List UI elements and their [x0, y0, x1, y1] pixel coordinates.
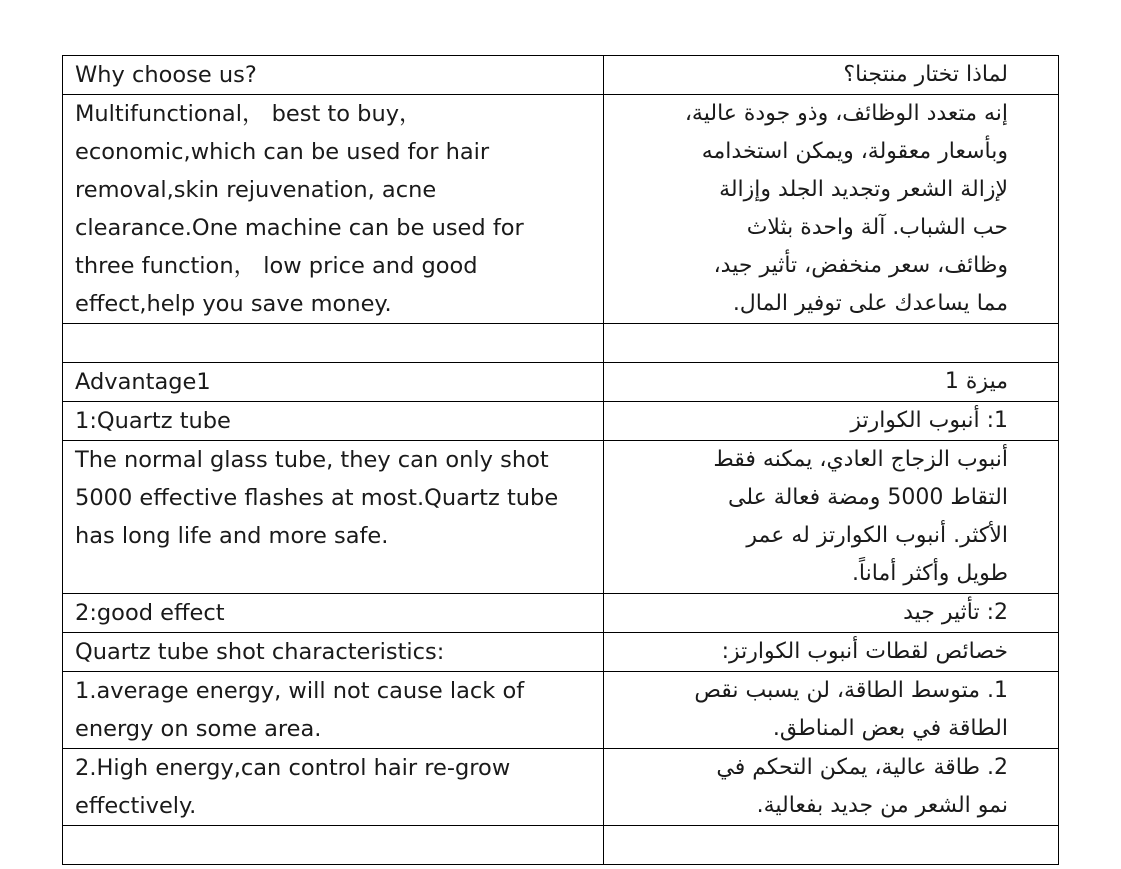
table-row: [63, 363, 1059, 402]
arabic-cell: [604, 56, 1059, 95]
text-line: removal,skin rejuvenation, acne: [75, 177, 437, 203]
text-line: ميزة 1: [944, 369, 1008, 394]
english-cell: [63, 402, 604, 441]
arabic-cell: [604, 363, 1059, 402]
text-line: لماذا تختار منتجنا؟: [843, 62, 1008, 87]
table-row: [63, 826, 1059, 865]
text-line: 2.High energy,can control hair re-grow: [75, 755, 511, 781]
arabic-cell: [604, 672, 1059, 749]
table-row: [63, 441, 1059, 594]
text-line: طويل وأكثر أماناً.: [851, 561, 1008, 586]
text-line: has long life and more safe.: [75, 523, 389, 549]
text-line: effect,help you save money.: [75, 291, 392, 317]
table-row: [63, 95, 1059, 324]
english-cell: [63, 363, 604, 402]
text-line: The normal glass tube, they can only shot: [75, 447, 549, 473]
english-cell: [63, 672, 604, 749]
english-cell: [63, 324, 604, 363]
table-row: [63, 672, 1059, 749]
english-cell: [63, 441, 604, 594]
arabic-cell: [604, 324, 1059, 363]
text-line: وظائف، سعر منخفض، تأثير جيد،: [713, 253, 1008, 278]
text-line: حب الشباب. آلة واحدة بثلاث: [746, 215, 1008, 240]
text-line: الأكثر. أنبوب الكوارتز له عمر: [746, 523, 1008, 548]
text-line: Advantage1: [75, 369, 211, 395]
text-line: energy on some area.: [75, 716, 322, 742]
arabic-cell: [604, 441, 1059, 594]
text-line: economic,which can be used for hair: [75, 139, 490, 165]
text-line: نمو الشعر من جديد بفعالية.: [756, 793, 1008, 818]
arabic-cell: [604, 826, 1059, 865]
english-cell: [63, 56, 604, 95]
text-line: الطاقة في بعض المناطق.: [772, 716, 1008, 741]
table-row: [63, 402, 1059, 441]
english-cell: [63, 749, 604, 826]
arabic-cell: [604, 594, 1059, 633]
text-line: أنبوب الزجاج العادي، يمكنه فقط: [713, 447, 1008, 472]
text-line: 5000 effective flashes at most.Quartz tube: [75, 485, 559, 511]
arabic-cell: [604, 95, 1059, 324]
table-row: [63, 633, 1059, 672]
english-cell: [63, 633, 604, 672]
text-line: 1.average energy, will not cause lack of: [75, 678, 525, 704]
text-line: effectively.: [75, 793, 197, 819]
table-row: [63, 56, 1059, 95]
text-line: وبأسعار معقولة، ويمكن استخدامه: [701, 139, 1008, 164]
comparison-table: [62, 55, 1059, 865]
text-line: 2. طاقة عالية، يمكن التحكم في: [716, 755, 1008, 780]
text-line: خصائص لقطات أنبوب الكوارتز:: [721, 639, 1008, 664]
table-row: [63, 324, 1059, 363]
text-line: clearance.One machine can be used for: [75, 215, 524, 241]
english-cell: [63, 594, 604, 633]
table-row: [63, 594, 1059, 633]
arabic-cell: [604, 633, 1059, 672]
text-line: 1: أنبوب الكوارتز: [850, 408, 1008, 433]
text-line: 2: تأثير جيد: [903, 600, 1008, 625]
text-line: Multifunctional， best to buy，: [75, 101, 422, 127]
table-row: [63, 749, 1059, 826]
text-line: مما يساعدك على توفير المال.: [732, 291, 1008, 316]
text-line: 1. متوسط الطاقة، لن يسبب نقص: [694, 678, 1008, 703]
arabic-cell: [604, 749, 1059, 826]
text-line: Quartz tube shot characteristics:: [75, 639, 445, 665]
english-cell: [63, 95, 604, 324]
text-line: 1:Quartz tube: [75, 408, 231, 434]
text-line: إنه متعدد الوظائف، وذو جودة عالية،: [684, 101, 1008, 126]
text-line: three function， low price and good: [75, 253, 478, 279]
english-cell: [63, 826, 604, 865]
arabic-cell: [604, 402, 1059, 441]
text-line: 2:good effect: [75, 600, 225, 626]
text-line: Why choose us?: [75, 62, 257, 88]
text-line: التقاط 5000 ومضة فعالة على: [728, 485, 1008, 510]
text-line: لإزالة الشعر وتجديد الجلد وإزالة: [719, 177, 1008, 202]
